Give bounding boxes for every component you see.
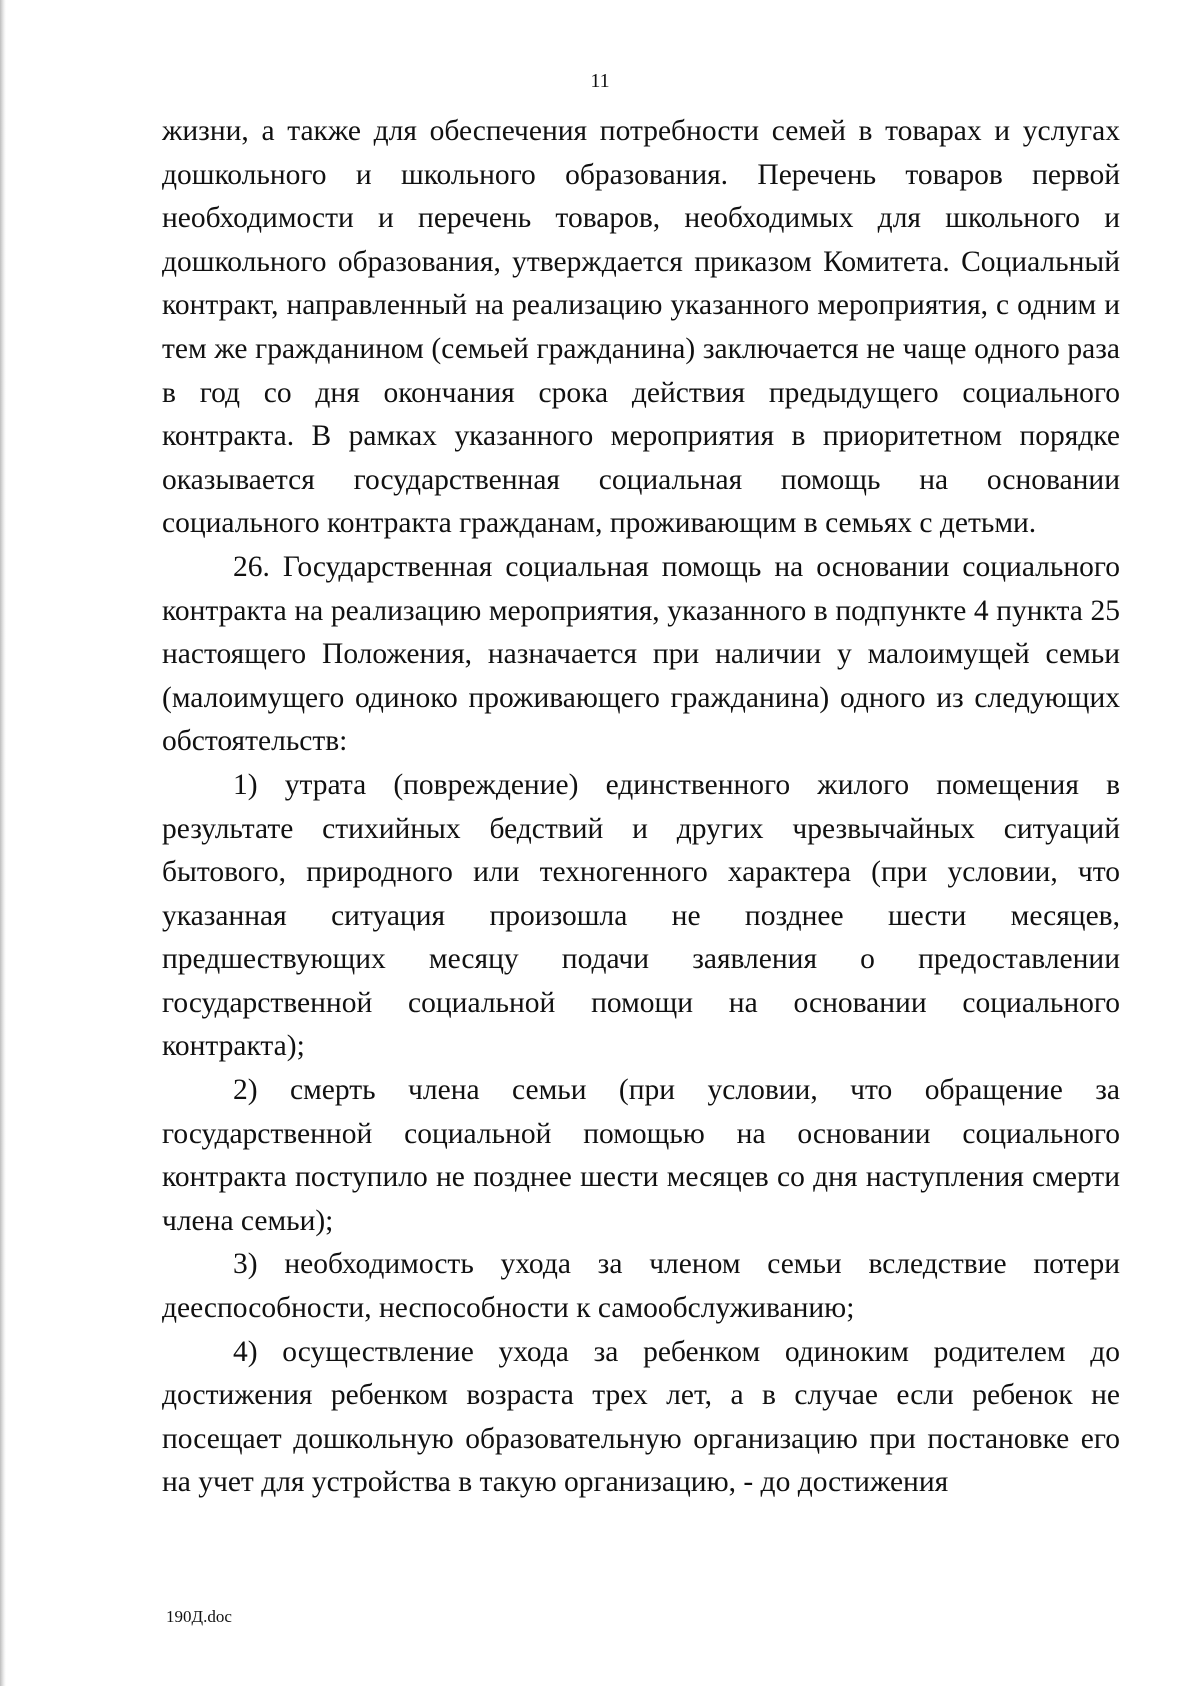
paragraph-item-4: 4) осуществление ухода за ребенком одиноким родителем до достижения ребенком возраста трех лет, а в случае если ребенок не посещает дошкольную образовательную организацию при постановке его на учет для устройства в такую организацию, - до достижения (162, 1335, 1120, 1499)
scan-edge-shadow (0, 0, 6, 1686)
paragraph-clause-26: 26. Государственная социальная помощь на основании социального контракта на реализацию мероприятия, указанного в подпункте 4 пункта 25 настоящего Положения, назначается при наличии у малоимущей семьи (малоимущего одиноко проживающего гражданина) одного из следующих обстоятельств: (162, 550, 1120, 758)
page-number: 11 (590, 70, 610, 92)
paragraph-item-2: 2) смерть члена семьи (при условии, что обращение за государственной социальной помощью на основании социального контракта поступило не позднее шести месяцев со дня наступления смерти члена семьи); (162, 1074, 1120, 1237)
paragraph-item-1: 1) утрата (повреждение) единственного жилого помещения в результате стихийных бедствий и других чрезвычайных ситуаций бытового, природного или техногенного характера (при условии, что указанная ситуация произошла не позднее шести месяцев, предшествующих месяцу подачи заявления о предоставлении государственной социальной помощи на основании социального контракта); (162, 768, 1120, 1063)
paragraph-item-3: 3) необходимость ухода за членом семьи вследствие потери дееспособности, неспособности к самообслуживанию; (162, 1248, 1120, 1325)
paragraph-continuation: жизни, а также для обеспечения потребности семей в товарах и услугах дошкольного и школьного образования. Перечень товаров первой необходимости и перечень товаров, необходимых для школьного и дошкольного образования, утверждается приказом Комитета. Социальный контракт, направленный на реализацию указанного мероприятия, с одним и тем же гражданином (семьей гражданина) заключается не чаще одного раза в год со дня окончания срока действия предыдущего социального контракта. В рамках указанного мероприятия в приоритетном порядке оказывается государственная социальная помощь на основании социального контракта гражданам, проживающим в семьях с детьми. (162, 115, 1120, 540)
footer-filename: 190Д.doc (166, 1607, 232, 1626)
document-body (162, 110, 1120, 1505)
